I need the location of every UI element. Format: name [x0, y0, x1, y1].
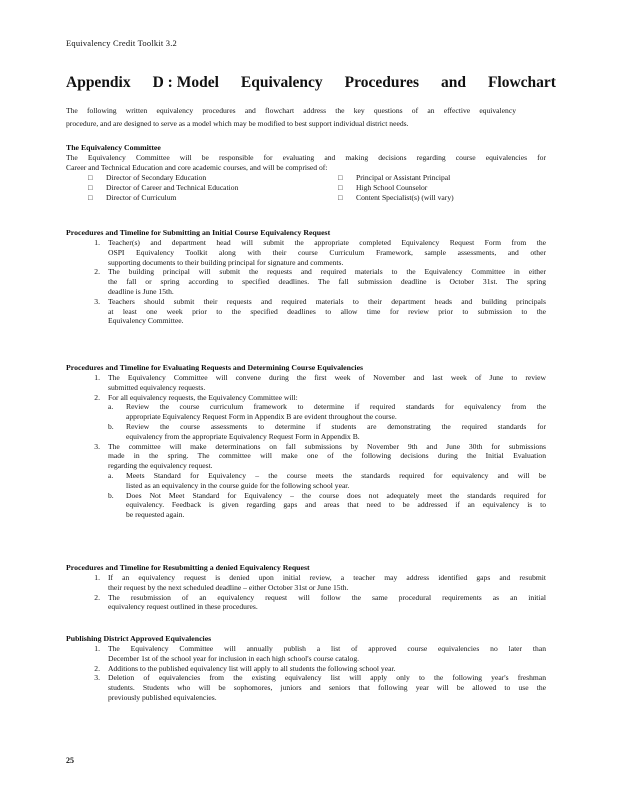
- section-heading: The Equivalency Committee: [66, 143, 161, 152]
- checkbox-bullet-icon: □: [338, 192, 343, 202]
- intro-line: The following written equivalency procedures and flowchart address the key questions of an effective equivalency: [66, 106, 516, 115]
- committee-line: Career and Technical Education and core academic courses, and will be comprised of:: [66, 162, 328, 172]
- committee-line: The Equivalency Committee will be responsible for evaluating and making decisions regarding course equivalencies for: [66, 153, 546, 162]
- title-word: D : Model: [152, 74, 219, 91]
- list-item: 1. The Equivalency Committee will annually publish a list of approved course equivalencies no later than December 1st of the school year for inclusion in each high school's course catalog.: [94, 644, 546, 663]
- evaluating-section: [66, 363, 546, 520]
- section-heading: Publishing District Approved Equivalencies: [66, 634, 212, 643]
- list-item: 3. Deletion of equivalencies from the existing equivalency list will apply only to the following year's freshman students. Students who will be sophomores, juniors and seniors that following year will be allowed to use the previously published equivalencies.: [94, 673, 546, 702]
- checkbox-bullet-icon: □: [88, 172, 93, 182]
- member-item: □ Director of Secondary Education: [88, 172, 207, 182]
- sub-list-item: b. Review the course assessments to determine if students are demonstrating the required standards for equivalency from the appropriate Equivalency Request Form in Appendix B.: [108, 421, 546, 441]
- title-word: Equivalency: [240, 74, 323, 91]
- member-item: □ Director of Curriculum: [88, 192, 177, 202]
- list-item: 1. If an equivalency request is denied upon initial review, a teacher may address identified gaps and resubmit their request by the next scheduled deadline – either October 31st or June 15th.: [94, 573, 546, 592]
- checkbox-bullet-icon: □: [338, 172, 343, 182]
- list-item: 2. The building principal will submit the requests and required materials to the Equivalency Committee in either the fall or spring according to specified deadlines. The fall submission deadline is October 31st. The spring deadline is June 15th.: [94, 267, 546, 296]
- member-item: □ Content Specialist(s) (will vary): [338, 192, 454, 202]
- running-header: Equivalency Credit Toolkit 3.2: [66, 38, 178, 48]
- checkbox-bullet-icon: □: [88, 182, 93, 192]
- page-title: [66, 74, 556, 92]
- list-item: 1. The Equivalency Committee will convene during the first week of November and last week of June to review submitted equivalency requests.: [94, 373, 546, 392]
- list-item: 2. Additions to the published equivalency list will apply to all students the following school year.: [94, 663, 396, 673]
- member-item: □ High School Counselor: [338, 182, 428, 192]
- submitting-section: [66, 228, 546, 326]
- title-word: Procedures: [344, 74, 419, 91]
- section-heading: Procedures and Timeline for Submitting an Initial Course Equivalency Request: [66, 228, 331, 237]
- checkbox-bullet-icon: □: [88, 192, 93, 202]
- intro-line: procedure, and are designed to serve as a model which may be modified to best support individual district needs.: [66, 119, 409, 128]
- intro-paragraph: [66, 104, 516, 130]
- sub-list-item: b. Does Not Meet Standard for Equivalency – the course does not adequately meet the standards required for equivalency. Feedback is given regarding gaps and areas that need to be addressed if an equivalency is to be requested again.: [108, 490, 546, 520]
- title-word: and: [440, 74, 466, 91]
- list-item: 1. Teacher(s) and department head will submit the appropriate completed Equivalency Request Form from the OSPI Equivalency Toolkit along with their course Curriculum Framework, sample assessments, and other supporting documents to their building principal for signature and comments.: [94, 238, 546, 267]
- list-item: 3. The committee will make determinations on fall submissions by November 9th and June 30th for submissions made in the spring. The committee will make one of the following decisions during the Initial Evaluation regarding the equivalency request.: [94, 441, 546, 471]
- section-heading: Procedures and Timeline for Resubmitting a denied Equivalency Request: [66, 563, 310, 572]
- list-item: 2. The resubmission of an equivalency request will follow the same procedural requirements as an initial equivalency request outlined in these procedures.: [94, 592, 546, 612]
- title-word: Flowchart: [487, 74, 556, 91]
- list-item: 3. Teachers should submit their requests and required materials to their department heads and building principals at least one week prior to the specified deadlines to allow time for review prior to submission to the Equivalency Committee.: [94, 296, 546, 326]
- list-item: 2. For all equivalency requests, the Equivalency Committee will:: [94, 392, 298, 402]
- checkbox-bullet-icon: □: [338, 182, 343, 192]
- page-number: 25: [66, 756, 74, 765]
- sub-list-item: a. Meets Standard for Equivalency – the course meets the standards required for equivalency and will be listed as an equivalency in the course guide for the following school year.: [108, 470, 546, 490]
- section-heading: Procedures and Timeline for Evaluating Requests and Determining Course Equivalencies: [66, 363, 364, 372]
- committee-members: [88, 173, 546, 203]
- sub-list-item: a. Review the course curriculum framework to determine if required standards for equivalency from the appropriate Equivalency Request Form in Appendix B are evident throughout the course.: [108, 402, 546, 422]
- committee-section: [66, 143, 546, 203]
- title-word: Appendix: [66, 74, 131, 91]
- resubmitting-section: [66, 563, 546, 612]
- member-item: □ Principal or Assistant Principal: [338, 172, 451, 182]
- publishing-section: [66, 634, 546, 703]
- member-item: □ Director of Career and Technical Education: [88, 182, 239, 192]
